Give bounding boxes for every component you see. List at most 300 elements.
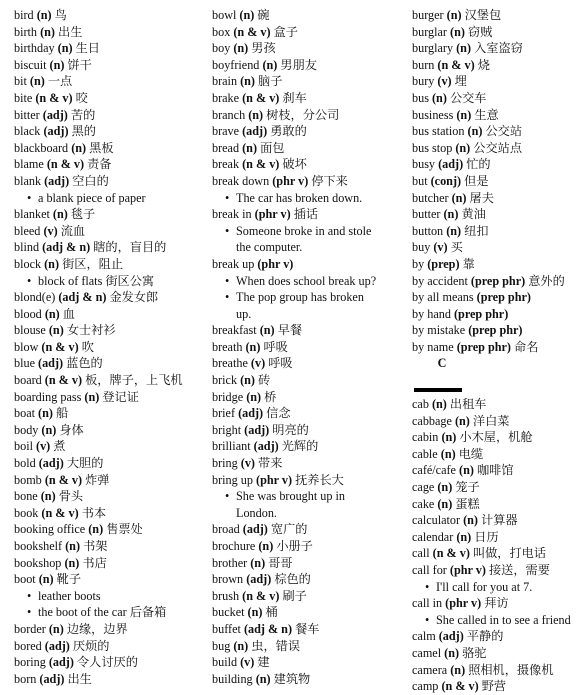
entry-row [412, 190, 580, 207]
entry-word: but [412, 173, 428, 188]
entry-part-of-speech: (n) [88, 522, 104, 537]
entry-definition: 大胆的 [66, 456, 104, 471]
entry-row [14, 654, 210, 671]
entry-definition: 生意 [474, 107, 499, 122]
entry-definition: 烧 [477, 57, 490, 72]
entry-row [14, 57, 210, 74]
entry-row [412, 462, 580, 479]
entry-definition: 桶 [265, 605, 278, 620]
entry-row [212, 90, 412, 107]
example-text: leather boots [38, 588, 101, 603]
entry-row [14, 90, 210, 107]
entry-definition: 忙的 [466, 157, 491, 172]
example-text: She was brought up in [236, 489, 346, 504]
entry-row [212, 521, 412, 538]
entry-word: bus stop [412, 140, 453, 155]
entry-word: bus [412, 90, 429, 105]
entry-word: border [14, 621, 46, 636]
entry-word: butcher [412, 190, 449, 205]
entry-row [14, 339, 210, 356]
entry-row [14, 488, 210, 505]
entry-row [212, 438, 412, 455]
entry-row [412, 645, 580, 662]
entry-definition: 砖 [258, 373, 271, 388]
entry-row [412, 206, 580, 223]
entry-row [14, 289, 210, 306]
example-continuation [212, 505, 412, 522]
entry-word: burglary [412, 41, 454, 56]
entry-part-of-speech: (n) [52, 207, 68, 222]
entry-row [212, 571, 412, 588]
entry-definition: 面包 [260, 140, 285, 155]
entry-word: cabin [412, 430, 439, 445]
entry-definition: 光辉的 [281, 439, 319, 454]
entry-word: blow [14, 339, 39, 354]
entry-definition: 破坏 [282, 157, 307, 172]
entry-word: brave [212, 124, 240, 139]
entry-row [412, 123, 580, 140]
entry-row [14, 40, 210, 57]
entry-word: bit [14, 74, 27, 89]
example-continuation [212, 239, 412, 256]
entry-word: bucket [212, 605, 245, 620]
entry-row [212, 322, 412, 339]
entry-part-of-speech: (n) [446, 223, 462, 238]
entry-definition: 公交站点 [473, 140, 523, 155]
entry-definition: 明亮的 [272, 422, 309, 437]
entry-word: cake [412, 496, 435, 511]
entry-definition: 苦的 [70, 107, 96, 122]
entry-part-of-speech: (n) [38, 572, 54, 587]
entry-definition: 煮 [53, 439, 66, 454]
entry-row [14, 638, 210, 655]
entry-row [412, 628, 580, 645]
entry-word: block [14, 256, 42, 271]
entry-word: black [14, 124, 41, 139]
entry-definition: 接送，需要 [488, 563, 550, 577]
entry-definition: 毯子 [70, 207, 96, 222]
entry-row [14, 372, 210, 389]
entry-part-of-speech: (phr v) [272, 173, 309, 188]
entry-word: break [212, 157, 240, 172]
entry-word: burn [412, 57, 435, 72]
entry-row [14, 223, 210, 240]
entry-part-of-speech: (adj) [253, 439, 279, 454]
entry-part-of-speech: (adj) [242, 522, 268, 537]
entry-part-of-speech: (n) [446, 8, 462, 22]
entry-part-of-speech: (n & v) [432, 546, 470, 561]
entry-word: body [14, 422, 39, 437]
entry-word: call [412, 546, 430, 561]
entry-row [412, 496, 580, 513]
entry-definition: 小木屋，机舱 [459, 430, 533, 445]
entry-word: bury [412, 74, 435, 89]
entry-row [212, 538, 412, 555]
entry-definition: 炸弹 [85, 472, 110, 487]
entry-word: break up [212, 256, 255, 271]
entry-part-of-speech: (n & v) [46, 157, 85, 172]
entry-word: bring up [212, 472, 253, 487]
entry-part-of-speech: (n & v) [441, 679, 479, 694]
entry-part-of-speech: (n) [248, 107, 264, 122]
entry-part-of-speech: (n) [41, 422, 57, 437]
entry-word: birthday [14, 41, 55, 56]
entry-word: break down [212, 173, 270, 188]
entry-definition: 叫做，打电话 [472, 546, 547, 561]
entry-row [412, 73, 580, 90]
entry-word: blond(e) [14, 290, 56, 305]
entry-word: bug [212, 638, 231, 653]
entry-definition: 咬 [75, 90, 88, 105]
example-text: The pop group has broken [236, 290, 364, 305]
example-sentence [412, 612, 580, 629]
entry-definition: 黄油 [461, 207, 486, 222]
entry-part-of-speech: (n) [44, 306, 60, 321]
entry-word: bitter [14, 107, 40, 122]
entry-part-of-speech: (adj) [244, 422, 270, 437]
entry-definition: 板，牌子，上飞机 [85, 373, 183, 388]
entry-definition: 书店 [82, 555, 107, 570]
entry-definition: 靠 [462, 256, 475, 271]
entry-word: brown [212, 572, 244, 587]
entry-part-of-speech: (n) [71, 140, 87, 155]
entry-row [212, 405, 412, 422]
entry-word: calm [412, 629, 436, 644]
entry-row [212, 40, 412, 57]
entry-part-of-speech: (n) [240, 74, 255, 89]
entry-row [212, 123, 412, 140]
entry-definition: 责备 [87, 157, 112, 172]
entry-definition: 书本 [81, 505, 107, 520]
entry-part-of-speech: (n) [456, 529, 472, 544]
entry-part-of-speech: (n) [451, 190, 467, 205]
entry-part-of-speech: (prep phr) [468, 323, 523, 338]
entry-part-of-speech: (n) [443, 207, 459, 222]
entry-row [14, 555, 210, 572]
entry-word: bleed [14, 223, 41, 238]
entry-part-of-speech: (n & v) [44, 472, 83, 487]
entry-word: breathe [212, 356, 248, 371]
entry-part-of-speech: (prep) [427, 256, 460, 271]
section-letter-heading [412, 355, 472, 372]
example-text: a blank piece of paper [38, 190, 146, 205]
entry-row [412, 24, 580, 41]
entry-word: broad [212, 522, 240, 537]
entry-part-of-speech: (adj & n) [42, 240, 91, 255]
entry-part-of-speech: (conj) [430, 173, 462, 188]
entry-row [212, 654, 412, 671]
entry-row [212, 455, 412, 472]
section-letter: C [437, 356, 447, 371]
entry-definition: 盒子 [273, 24, 298, 39]
entry-part-of-speech: (prep phr) [470, 273, 526, 288]
entry-row [412, 40, 580, 57]
entry-definition: 建 [257, 655, 270, 670]
entry-row [14, 256, 210, 273]
entry-definition: 埋 [454, 74, 467, 89]
entry-row [14, 140, 210, 157]
entry-part-of-speech: (prep phr) [476, 290, 531, 305]
entry-definition: 黑的 [71, 124, 96, 139]
entry-part-of-speech: (adj) [42, 107, 68, 122]
entry-definition: 边缘，边界 [66, 621, 128, 636]
entry-row [412, 173, 580, 190]
entry-row [212, 555, 412, 572]
entry-part-of-speech: (n) [36, 8, 52, 22]
entry-definition: 蛋糕 [455, 496, 480, 511]
entry-definition: 身体 [59, 422, 84, 437]
entry-definition: 吹 [81, 339, 94, 354]
entry-row [412, 529, 580, 546]
entry-part-of-speech: (n) [233, 41, 249, 56]
entry-word: busy [412, 157, 436, 172]
entry-word: button [412, 223, 444, 238]
entry-row [212, 372, 412, 389]
entry-row [14, 472, 210, 489]
entry-definition: 金发女郎 [109, 290, 159, 305]
entry-row [412, 140, 580, 157]
entry-definition: 虫，错误 [251, 638, 301, 653]
entry-part-of-speech: (adj) [38, 456, 64, 471]
entry-word: by all means [412, 290, 474, 305]
entry-part-of-speech: (adj) [44, 173, 70, 188]
entry-definition: 屠夫 [469, 190, 494, 205]
entry-word: booking office [14, 522, 86, 537]
example-sentence [14, 588, 210, 605]
entry-row [412, 562, 580, 579]
entry-definition: 拜访 [484, 596, 509, 611]
entry-definition: 脑子 [258, 74, 283, 89]
entry-definition: 野营 [481, 679, 507, 694]
entry-row [212, 355, 412, 372]
entry-part-of-speech: (phr v) [445, 596, 482, 611]
entry-word: born [14, 671, 37, 686]
example-text: London. [236, 505, 277, 520]
entry-row [212, 7, 412, 24]
entry-definition: 笼子 [455, 480, 480, 495]
entry-word: brother [212, 555, 248, 570]
entry-row [412, 429, 580, 446]
entry-row [412, 396, 580, 413]
entry-row [412, 339, 580, 356]
entry-row [212, 604, 412, 621]
entry-word: building [212, 671, 253, 686]
example-text: I'll call for you at 7. [436, 579, 533, 594]
entry-row [14, 7, 210, 24]
entry-part-of-speech: (n) [431, 90, 447, 105]
entry-word: brake [212, 90, 240, 105]
entry-word: cab [412, 397, 429, 412]
entry-word: blue [14, 356, 35, 371]
entry-definition: 宽广的 [270, 522, 308, 537]
entry-definition: 信念 [266, 406, 291, 421]
entry-word: by accident [412, 273, 468, 288]
entry-row [212, 107, 412, 124]
entry-part-of-speech: (n) [245, 339, 261, 354]
entry-definition: 骆驼 [462, 645, 487, 660]
entry-definition: 桥 [264, 389, 277, 404]
entry-definition: 命名 [514, 339, 539, 354]
entry-word: bookshelf [14, 539, 63, 553]
entry-word: bridge [212, 389, 244, 404]
entry-row [412, 306, 580, 323]
entry-part-of-speech: (phr v) [449, 563, 486, 577]
entry-definition: 空白的 [72, 173, 109, 188]
entry-word: breakfast [212, 323, 257, 338]
entry-part-of-speech: (adj) [48, 655, 74, 670]
entry-definition: 买 [450, 240, 463, 255]
entry-part-of-speech: (n) [455, 140, 471, 155]
example-continuation [212, 306, 412, 323]
entry-part-of-speech: (n) [247, 605, 263, 620]
entry-word: blank [14, 173, 42, 188]
entry-definition: 瞎的，盲目的 [93, 240, 167, 255]
entry-word: boot [14, 572, 36, 587]
entry-definition: 血 [62, 306, 75, 321]
entry-definition: 意外的 [528, 273, 565, 288]
entry-part-of-speech: (n & v) [242, 157, 280, 172]
entry-row [14, 107, 210, 124]
entry-part-of-speech: (n) [64, 555, 80, 570]
entry-definition: 刹车 [282, 90, 307, 105]
entry-row [14, 571, 210, 588]
entry-part-of-speech: (prep phr) [453, 306, 509, 321]
entry-row [212, 472, 412, 489]
entry-part-of-speech: (n) [239, 8, 255, 22]
entry-row [412, 7, 580, 24]
entry-part-of-speech: (n) [255, 671, 271, 686]
entry-definition: 抚养长大 [295, 472, 344, 487]
example-sentence [14, 273, 210, 290]
entry-word: bone [14, 489, 38, 504]
entry-row [14, 73, 210, 90]
glossary-column-2 [212, 7, 412, 687]
entry-part-of-speech: (adj & n) [243, 621, 293, 636]
entry-definition: 出租车 [449, 397, 487, 412]
entry-definition: 窃贼 [467, 24, 493, 39]
entry-definition: 餐车 [295, 621, 320, 636]
entry-word: branch [212, 107, 246, 122]
entry-word: buffet [212, 621, 241, 636]
entry-part-of-speech: (adj) [438, 629, 464, 644]
entry-definition: 日历 [474, 529, 499, 544]
entry-row [14, 156, 210, 173]
entry-word: bird [14, 8, 34, 22]
entry-word: business [412, 107, 454, 122]
entry-word: brochure [212, 539, 256, 553]
entry-row [412, 595, 580, 612]
entry-definition: 售票处 [106, 522, 143, 537]
entry-word: book [14, 505, 39, 520]
entry-row [412, 273, 580, 290]
entry-row [412, 545, 580, 562]
glossary-column-3 [412, 7, 580, 695]
entry-definition: 生日 [75, 41, 100, 56]
entry-definition: 纽扣 [464, 223, 489, 238]
entry-word: boring [14, 655, 46, 670]
entry-row [212, 24, 412, 41]
entry-part-of-speech: (n) [242, 140, 258, 155]
entry-definition: 电缆 [458, 446, 484, 461]
entry-definition: 停下来 [311, 173, 348, 188]
entry-row [412, 107, 580, 124]
entry-row [412, 256, 580, 273]
entry-word: camel [412, 645, 442, 660]
entry-definition: 公交车 [449, 90, 487, 105]
entry-row [14, 123, 210, 140]
entry-row [14, 671, 210, 688]
glossary-column-1 [14, 7, 210, 687]
entry-word: camera [412, 662, 448, 677]
entry-part-of-speech: (v) [36, 439, 51, 454]
section-divider-bar [414, 388, 462, 392]
entry-part-of-speech: (n) [450, 662, 466, 677]
entry-part-of-speech: (n) [48, 621, 64, 636]
example-sentence [412, 579, 580, 596]
entry-definition: 咖啡馆 [476, 463, 514, 478]
entry-word: brief [212, 406, 236, 421]
entry-word: call for [412, 563, 447, 577]
entry-definition: 刷子 [282, 588, 307, 603]
entry-part-of-speech: (adj) [39, 671, 65, 686]
entry-part-of-speech: (n) [38, 406, 53, 421]
entry-definition: 书架 [83, 539, 108, 553]
example-text: block of flats 街区公寓 [38, 273, 155, 288]
entry-word: butter [412, 207, 441, 222]
entry-definition: 鸟 [54, 8, 67, 22]
entry-row [14, 322, 210, 339]
entry-word: blood [14, 306, 42, 321]
entry-definition: 公交站 [485, 124, 523, 139]
entry-definition: 洋白菜 [472, 413, 510, 428]
entry-word: cable [412, 446, 438, 461]
entry-word: boat [14, 406, 35, 421]
entry-row [412, 322, 580, 339]
entry-definition: 汉堡包 [464, 8, 502, 22]
entry-word: by mistake [412, 323, 466, 338]
example-text: up. [236, 306, 252, 321]
entry-row [412, 90, 580, 107]
entry-word: bite [14, 90, 33, 105]
entry-row [412, 223, 580, 240]
entry-definition: 建筑物 [273, 671, 311, 686]
entry-row [14, 206, 210, 223]
entry-part-of-speech: (n) [437, 496, 453, 511]
entry-word: brain [212, 74, 238, 89]
entry-word: blackboard [14, 140, 69, 155]
entry-row [212, 588, 412, 605]
entry-word: by [412, 256, 425, 271]
entry-row [14, 422, 210, 439]
entry-part-of-speech: (v) [43, 223, 58, 238]
entry-row [412, 446, 580, 463]
entry-definition: 呼吸 [268, 356, 293, 371]
example-text: When does school break up? [236, 273, 377, 288]
example-text: Someone broke in and stole [236, 223, 372, 238]
entry-part-of-speech: (n) [84, 389, 100, 404]
entry-row [212, 389, 412, 406]
entry-row [412, 662, 580, 679]
entry-word: by name [412, 339, 454, 354]
entry-part-of-speech: (adj) [246, 572, 272, 587]
entry-part-of-speech: (v) [240, 456, 255, 471]
entry-word: birth [14, 24, 38, 39]
entry-word: boyfriend [212, 57, 260, 72]
entry-row [412, 512, 580, 529]
entry-word: calendar [412, 529, 454, 544]
entry-row [212, 73, 412, 90]
entry-row [212, 621, 412, 638]
